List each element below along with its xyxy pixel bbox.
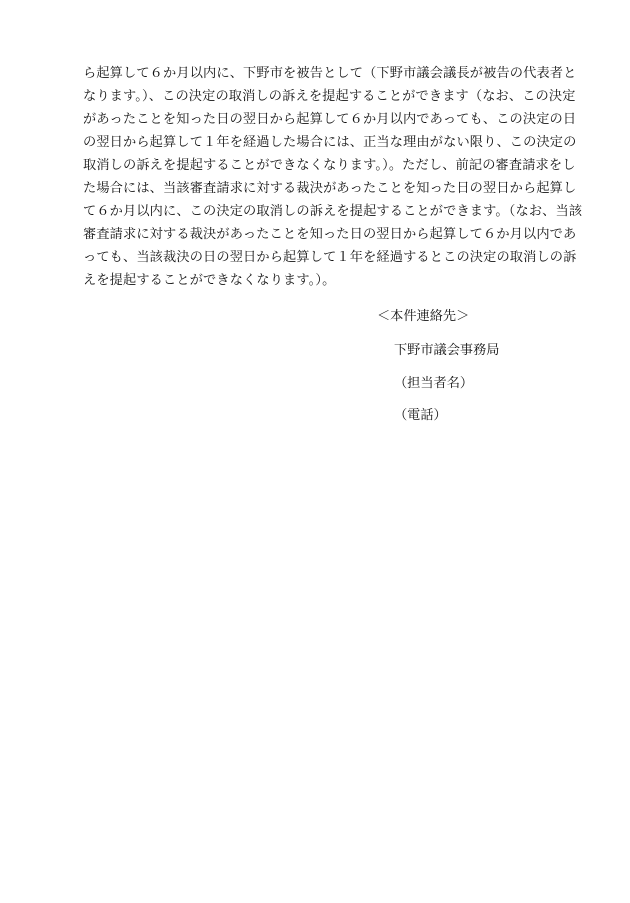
contact-heading: ＜本件連絡先＞ — [377, 309, 470, 324]
notice-paragraph — [83, 62, 583, 292]
paragraph-line: えを提起することができなくなります。）。 — [83, 273, 336, 288]
paragraph-line: なります。）、この決定の取消しの訴えを提起することができます（なお、この決定 — [83, 89, 576, 104]
paragraph-line: の翌日から起算して１年を経過した場合には、正当な理由がない限り、この決定の — [83, 135, 577, 150]
contact-phone: （電話） — [394, 408, 447, 423]
paragraph-line: て６か月以内に、この決定の取消しの訴えを提起することができます。（なお、当該 — [83, 204, 583, 219]
contact-office: 下野市議会事務局 — [394, 343, 500, 358]
paragraph-line: 審査請求に対する裁決があったことを知った日の翌日から起算して６か月以内であ — [83, 227, 577, 242]
paragraph-line: た場合には、当該審査請求に対する裁決があったことを知った日の翌日から起算し — [83, 181, 577, 196]
paragraph-line: があったことを知った日の翌日から起算して６か月以内であっても、この決定の日 — [83, 112, 577, 127]
contact-person: （担当者名） — [394, 376, 474, 391]
paragraph-line: ら起算して６か月以内に、下野市を被告として（下野市議会議長が被告の代表者と — [83, 66, 577, 81]
paragraph-line: っても、当該裁決の日の翌日から起算して１年を経過するとこの決定の取消しの訴 — [83, 250, 577, 265]
paragraph-line: 取消しの訴えを提起することができなくなります。）。ただし、前記の審査請求をし — [83, 158, 576, 173]
